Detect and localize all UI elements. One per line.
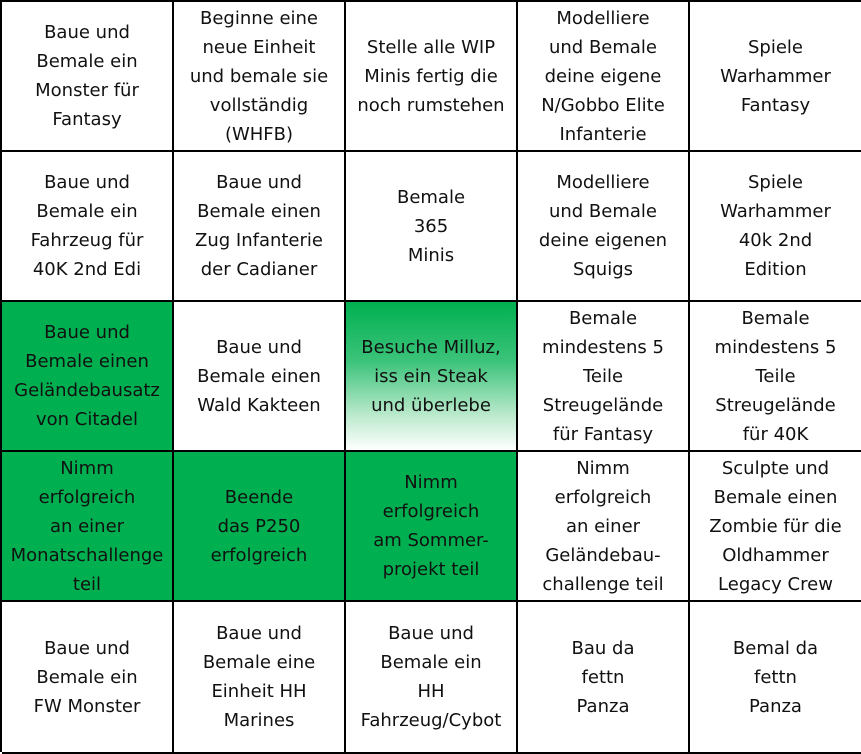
bingo-cell: Spiele Warhammer Fantasy (690, 2, 861, 152)
bingo-cell: Baue und Bemale ein Monster für Fantasy (2, 2, 174, 152)
bingo-cell: Bau da fettn Panza (518, 602, 690, 754)
bingo-cell: Spiele Warhammer 40k 2nd Edition (690, 152, 861, 302)
bingo-cell-completed: Beende das P250 erfolgreich (174, 452, 346, 602)
bingo-cell: Bemale mindestens 5 Teile Streugelände für Fantasy (518, 302, 690, 452)
bingo-cell: Stelle alle WIP Minis fertig die noch rumstehen (346, 2, 518, 152)
bingo-cell: Bemal da fettn Panza (690, 602, 861, 754)
bingo-cell: Modelliere und Bemale deine eigenen Squigs (518, 152, 690, 302)
bingo-cell: Beginne eine neue Einheit und bemale sie vollständig (WHFB) (174, 2, 346, 152)
bingo-cell-completed: Baue und Bemale einen Geländebausatz von Citadel (2, 302, 174, 452)
bingo-cell: Baue und Bemale ein HH Fahrzeug/Cybot (346, 602, 518, 754)
bingo-cell-center: Besuche Milluz, iss ein Steak und überlebe (346, 302, 518, 452)
bingo-cell: Baue und Bemale einen Wald Kakteen (174, 302, 346, 452)
bingo-cell: Bemale 365 Minis (346, 152, 518, 302)
bingo-cell: Baue und Bemale ein Fahrzeug für 40K 2nd Edi (2, 152, 174, 302)
bingo-cell-completed: Nimm erfolgreich an einer Monatschallenge teil (2, 452, 174, 602)
bingo-cell: Nimm erfolgreich an einer Geländebau- challenge teil (518, 452, 690, 602)
bingo-cell: Baue und Bemale einen Zug Infanterie der Cadianer (174, 152, 346, 302)
bingo-cell: Modelliere und Bemale deine eigene N/Gobbo Elite Infanterie (518, 2, 690, 152)
bingo-cell: Baue und Bemale ein FW Monster (2, 602, 174, 754)
bingo-cell: Baue und Bemale eine Einheit HH Marines (174, 602, 346, 754)
bingo-cell: Bemale mindestens 5 Teile Streugelände für 40K (690, 302, 861, 452)
bingo-cell-completed: Nimm erfolgreich am Sommer- projekt teil (346, 452, 518, 602)
bingo-cell: Sculpte und Bemale einen Zombie für die Oldhammer Legacy Crew (690, 452, 861, 602)
